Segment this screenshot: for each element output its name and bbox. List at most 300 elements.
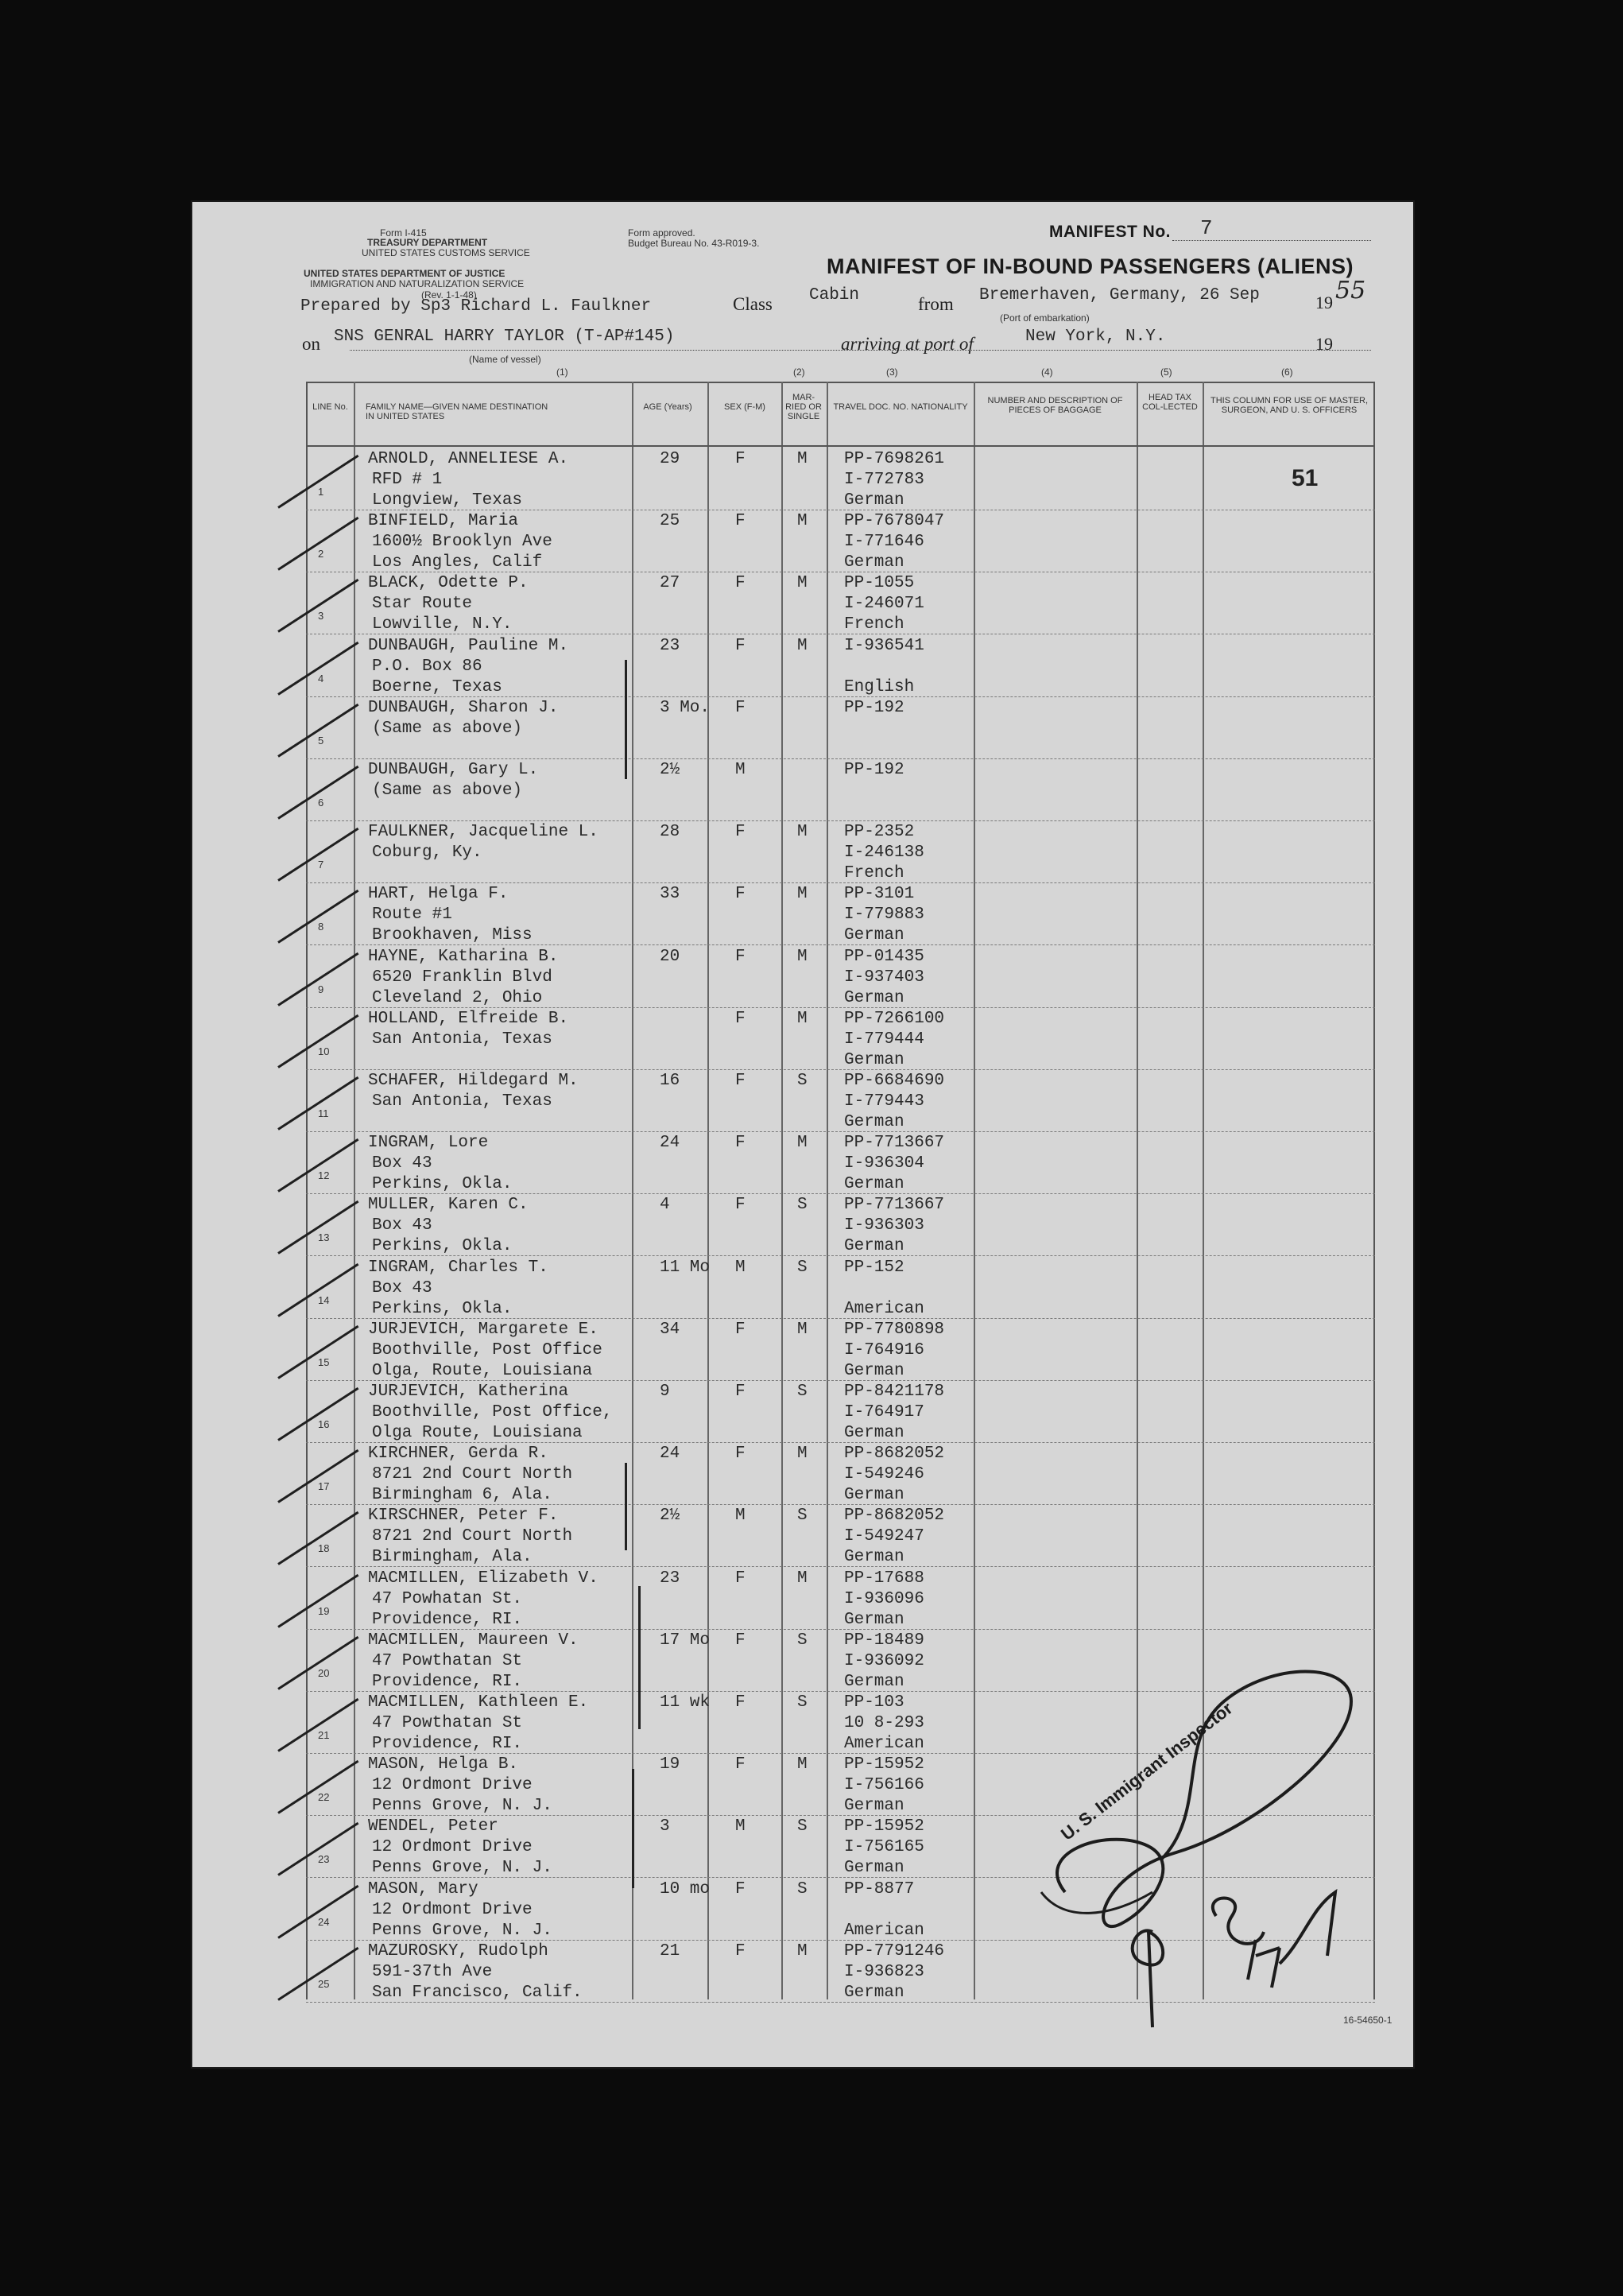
nationality-cell: German	[844, 553, 904, 572]
travel-doc: PP-6684690	[844, 1072, 945, 1090]
passenger-name: INGRAM, Charles T.	[368, 1259, 548, 1277]
line-number: 16	[318, 1418, 330, 1430]
row-divider	[306, 820, 1375, 821]
age-cell: 24	[660, 1134, 680, 1152]
line-number: 23	[318, 1853, 330, 1865]
passenger-name: DUNBAUGH, Gary L.	[368, 761, 539, 779]
line-number: 1	[318, 486, 324, 498]
row-divider	[306, 1193, 1375, 1194]
year-prefix: 19	[1315, 293, 1333, 312]
line-number: 11	[318, 1107, 329, 1119]
age-cell: 3 Mo.	[660, 699, 711, 717]
year-value: 55	[1335, 277, 1366, 304]
row-divider	[306, 1131, 1375, 1132]
table-row	[0, 1320, 1623, 1382]
col-header-officers: THIS COLUMN FOR USE OF MASTER, SURGEON, AND U. S. OFFICERS	[1210, 396, 1368, 415]
travel-doc: PP-8877	[844, 1880, 915, 1898]
table-row	[0, 1382, 1623, 1444]
row-divider	[306, 1318, 1375, 1319]
nationality-cell: German	[844, 989, 904, 1007]
passenger-name: MULLER, Karen C.	[368, 1196, 529, 1214]
sex-cell: M	[735, 1817, 746, 1836]
from-value: Bremerhaven, Germany, 26 Sep	[979, 286, 1260, 304]
manifest-number-line	[1172, 240, 1371, 241]
inspector-stamp-text: U. S. Immigrant Inspector	[1057, 1697, 1237, 1844]
sex-cell: F	[735, 948, 746, 966]
form-number: Form I-415	[380, 227, 427, 239]
marital-cell: S	[797, 1817, 808, 1836]
address-line-2: Boerne, Texas	[372, 678, 502, 696]
nationality-cell: German	[844, 1362, 904, 1380]
table-row	[0, 449, 1623, 511]
address-line-2: Penns Grove, N. J.	[372, 1797, 552, 1815]
travel-doc: PP-192	[844, 699, 904, 717]
travel-doc-2: I-246071	[844, 595, 924, 613]
address-line-1: 6520 Franklin Blvd	[372, 968, 552, 987]
age-cell: 17 Mo	[660, 1631, 711, 1650]
table-row	[0, 511, 1623, 573]
manifest-number: 7	[1200, 216, 1213, 240]
line-number: 9	[318, 983, 324, 995]
table-row	[0, 698, 1623, 760]
address-line-2: Perkins, Okla.	[372, 1175, 513, 1193]
marital-cell: M	[797, 450, 808, 468]
line-number: 21	[318, 1729, 330, 1741]
address-line-1: San Antonia, Texas	[372, 1030, 552, 1049]
nationality-cell: German	[844, 1548, 904, 1566]
passenger-name: MAZUROSKY, Rudolph	[368, 1942, 548, 1961]
passenger-name: JURJEVICH, Katherina	[368, 1383, 569, 1401]
age-cell: 25	[660, 512, 680, 530]
sex-cell: F	[735, 1569, 746, 1588]
marital-cell: M	[797, 885, 808, 903]
address-line-1: San Antonia, Texas	[372, 1092, 552, 1111]
travel-doc-2: I-549246	[844, 1465, 924, 1483]
nationality-cell: French	[844, 615, 904, 634]
table-row	[0, 947, 1623, 1009]
passenger-name: HOLLAND, Elfreide B.	[368, 1010, 569, 1028]
table-row	[0, 1071, 1623, 1133]
passenger-name: FAULKNER, Jacqueline L.	[368, 823, 598, 841]
row-divider	[306, 1255, 1375, 1256]
address-line-1: 1600½ Brooklyn Ave	[372, 533, 552, 551]
marital-cell: S	[797, 1507, 808, 1525]
address-line-2: Penns Grove, N. J.	[372, 1859, 552, 1877]
travel-doc-2: I-936096	[844, 1590, 924, 1608]
passenger-name: INGRAM, Lore	[368, 1134, 489, 1152]
sex-cell: F	[735, 450, 746, 468]
address-line-1: Boothville, Post Office	[372, 1341, 602, 1359]
form-rev: (Rev. 1-1-48)	[421, 289, 477, 301]
age-cell: 28	[660, 823, 680, 841]
nationality-cell: German	[844, 926, 904, 944]
nationality-cell: German	[844, 1797, 904, 1815]
nationality-cell: German	[844, 1984, 904, 2002]
passenger-name: BLACK, Odette P.	[368, 574, 529, 592]
passenger-name: MACMILLEN, Kathleen E.	[368, 1693, 589, 1712]
sex-cell: F	[735, 1755, 746, 1774]
address-line-1: P.O. Box 86	[372, 657, 482, 676]
marital-cell: M	[797, 1569, 808, 1588]
sex-cell: F	[735, 823, 746, 841]
address-line-1: 47 Powhatan St.	[372, 1590, 523, 1608]
travel-doc: PP-15952	[844, 1817, 924, 1836]
row-divider	[306, 696, 1375, 697]
line-number: 10	[318, 1045, 330, 1057]
address-line-2: Brookhaven, Miss	[372, 926, 533, 944]
nationality-cell: German	[844, 1859, 904, 1877]
passenger-name: JURJEVICH, Margarete E.	[368, 1321, 598, 1339]
nationality-cell: German	[844, 1611, 904, 1629]
address-line-2: Olga Route, Louisiana	[372, 1424, 583, 1442]
column-number: (3)	[886, 367, 898, 378]
port-embarkation-note: (Port of embarkation)	[1000, 312, 1090, 324]
nationality-cell: American	[844, 1300, 924, 1318]
table-row	[0, 760, 1623, 822]
sex-cell: F	[735, 885, 746, 903]
arrival-port: New York, N.Y.	[1025, 328, 1166, 346]
marital-cell: S	[797, 1196, 808, 1214]
nationality-cell: German	[844, 1175, 904, 1193]
nationality-cell: German	[844, 1424, 904, 1442]
nationality-cell: German	[844, 1237, 904, 1255]
line-number: 13	[318, 1231, 330, 1243]
marital-cell: M	[797, 823, 808, 841]
sex-cell: F	[735, 1321, 746, 1339]
marital-cell: M	[797, 512, 808, 530]
travel-doc: PP-01435	[844, 948, 924, 966]
travel-doc-2: I-937403	[844, 968, 924, 987]
nationality-cell: German	[844, 1486, 904, 1504]
sex-cell: F	[735, 1693, 746, 1712]
row-divider	[306, 1629, 1375, 1630]
marital-cell: M	[797, 1010, 808, 1028]
marital-cell: M	[797, 1755, 808, 1774]
row-divider	[306, 1069, 1375, 1070]
address-line-1: 12 Ordmont Drive	[372, 1776, 533, 1794]
travel-doc-2: I-779444	[844, 1030, 924, 1049]
age-cell: 4	[660, 1196, 670, 1214]
sex-cell: F	[735, 1942, 746, 1961]
table-row	[0, 636, 1623, 698]
marital-cell: S	[797, 1072, 808, 1090]
sex-cell: F	[735, 1010, 746, 1028]
age-cell: 33	[660, 885, 680, 903]
travel-doc-2: I-936092	[844, 1652, 924, 1670]
sex-cell: F	[735, 1134, 746, 1152]
address-line-1: Box 43	[372, 1279, 432, 1297]
line-number: 2	[318, 548, 324, 560]
age-cell: 23	[660, 1569, 680, 1588]
address-line-2: Lowville, N.Y.	[372, 615, 513, 634]
line-number: 24	[318, 1916, 330, 1928]
table-row	[0, 573, 1623, 635]
sex-cell: F	[735, 1445, 746, 1463]
age-cell: 16	[660, 1072, 680, 1090]
column-number: (1)	[556, 367, 568, 378]
address-line-2: San Francisco, Calif.	[372, 1984, 583, 2002]
address-line-1: 47 Powthatan St	[372, 1652, 523, 1670]
vessel-name: SNS GENRAL HARRY TAYLOR (T-AP#145)	[334, 328, 675, 346]
address-line-2: Longview, Texas	[372, 491, 523, 510]
address-line-1: Box 43	[372, 1216, 432, 1235]
nationality-cell: French	[844, 864, 904, 882]
justice-dept: UNITED STATES DEPARTMENT OF JUSTICE	[304, 268, 505, 279]
age-cell: 2½	[660, 761, 680, 779]
row-divider	[306, 882, 1375, 883]
travel-doc: PP-8421178	[844, 1383, 945, 1401]
travel-doc: PP-7266100	[844, 1010, 945, 1028]
address-line-1: Box 43	[372, 1154, 432, 1173]
line-number: 25	[318, 1978, 330, 1990]
address-line-1: 8721 2nd Court North	[372, 1527, 573, 1546]
document-title: MANIFEST OF IN-BOUND PASSENGERS (ALIENS)	[827, 254, 1354, 278]
col-header-age: AGE (Years)	[643, 402, 692, 412]
table-row	[0, 822, 1623, 884]
family-bracket	[625, 1463, 627, 1550]
marital-cell: M	[797, 948, 808, 966]
column-number: (5)	[1160, 367, 1172, 378]
address-line-1: Route #1	[372, 906, 452, 924]
line-number: 22	[318, 1791, 330, 1803]
sex-cell: F	[735, 637, 746, 655]
age-cell: 27	[660, 574, 680, 592]
line-number: 18	[318, 1542, 330, 1554]
address-line-1: (Same as above)	[372, 781, 523, 800]
table-row	[0, 884, 1623, 946]
row-divider	[306, 944, 1375, 945]
travel-doc-2: I-936304	[844, 1154, 924, 1173]
family-bracket	[638, 1586, 641, 1729]
address-line-1: 12 Ordmont Drive	[372, 1838, 533, 1856]
header-bottom-rule	[306, 445, 1375, 447]
age-cell: 20	[660, 948, 680, 966]
prepared-by: Prepared by Sp3 Richard L. Faulkner	[300, 297, 652, 316]
travel-doc-2: I-756165	[844, 1838, 924, 1856]
travel-doc: PP-7713667	[844, 1196, 945, 1214]
address-line-1: (Same as above)	[372, 719, 523, 738]
header-rule	[350, 350, 1371, 351]
line-number: 12	[318, 1169, 330, 1181]
passenger-name: DUNBAUGH, Pauline M.	[368, 637, 569, 655]
travel-doc-2: I-779883	[844, 906, 924, 924]
travel-doc-2: 10 8-293	[844, 1714, 924, 1732]
age-cell: 3	[660, 1817, 670, 1836]
row-divider	[306, 1442, 1375, 1443]
travel-doc: PP-2352	[844, 823, 915, 841]
address-line-2: Providence, RI.	[372, 1611, 523, 1629]
from-label: from	[918, 294, 954, 314]
address-line-1: Star Route	[372, 595, 473, 613]
year2: 19	[1315, 334, 1333, 354]
age-cell: 23	[660, 637, 680, 655]
passenger-name: MASON, Helga B.	[368, 1755, 519, 1774]
sex-cell: F	[735, 699, 746, 717]
address-line-2: Olga, Route, Louisiana	[372, 1362, 593, 1380]
marital-cell: S	[797, 1880, 808, 1898]
column-number: (2)	[793, 367, 805, 378]
travel-doc: PP-3101	[844, 885, 915, 903]
table-row	[0, 1569, 1623, 1631]
travel-doc: PP-192	[844, 761, 904, 779]
address-line-2: Penns Grove, N. J.	[372, 1922, 552, 1940]
address-line-1: Coburg, Ky.	[372, 844, 482, 862]
line-number: 5	[318, 735, 324, 747]
passenger-name: BINFIELD, Maria	[368, 512, 519, 530]
marital-cell: M	[797, 1445, 808, 1463]
col-header-married: MAR-RIED OR SINGLE	[785, 393, 822, 421]
marital-cell: S	[797, 1693, 808, 1712]
address-line-1: 12 Ordmont Drive	[372, 1901, 533, 1919]
travel-doc: PP-7698261	[844, 450, 945, 468]
travel-doc: PP-8682052	[844, 1507, 945, 1525]
col-header-baggage: NUMBER AND DESCRIPTION OF PIECES OF BAGGAGE	[987, 396, 1123, 415]
travel-doc-2: I-771646	[844, 533, 924, 551]
marital-cell: M	[797, 1321, 808, 1339]
column-number: (6)	[1281, 367, 1293, 378]
address-line-2: Birmingham, Ala.	[372, 1548, 533, 1566]
passenger-name: KIRCHNER, Gerda R.	[368, 1445, 548, 1463]
line-number: 19	[318, 1605, 330, 1617]
address-line-1: RFD # 1	[372, 471, 443, 489]
travel-doc: PP-103	[844, 1693, 904, 1712]
marital-cell: M	[797, 1942, 808, 1961]
table-row	[0, 1258, 1623, 1320]
travel-doc: PP-17688	[844, 1569, 924, 1588]
address-line-2: Perkins, Okla.	[372, 1237, 513, 1255]
sex-cell: F	[735, 1196, 746, 1214]
nationality-cell: American	[844, 1735, 924, 1753]
travel-doc: PP-18489	[844, 1631, 924, 1650]
nationality-cell: German	[844, 1113, 904, 1131]
line-number: 8	[318, 921, 324, 933]
passenger-name: MACMILLEN, Elizabeth V.	[368, 1569, 598, 1588]
passenger-name: WENDEL, Peter	[368, 1817, 498, 1836]
age-cell: 9	[660, 1383, 670, 1401]
table-row	[0, 1133, 1623, 1195]
travel-doc-2: I-549247	[844, 1527, 924, 1546]
travel-doc: PP-1055	[844, 574, 915, 592]
sex-cell: F	[735, 512, 746, 530]
passenger-name: SCHAFER, Hildegard M.	[368, 1072, 579, 1090]
marital-cell: M	[797, 574, 808, 592]
travel-doc: PP-15952	[844, 1755, 924, 1774]
budget-bureau: Budget Bureau No. 43-R019-3.	[628, 238, 760, 249]
age-cell: 10 mo	[660, 1880, 711, 1898]
sex-cell: F	[735, 1880, 746, 1898]
table-row	[0, 1444, 1623, 1506]
address-line-2: Providence, RI.	[372, 1735, 523, 1753]
marital-cell: S	[797, 1259, 808, 1277]
address-line-1: 8721 2nd Court North	[372, 1465, 573, 1483]
line-number: 17	[318, 1480, 330, 1492]
sex-cell: M	[735, 1259, 746, 1277]
travel-doc: PP-7678047	[844, 512, 945, 530]
nationality-cell: English	[844, 678, 915, 696]
age-cell: 2½	[660, 1507, 680, 1525]
address-line-2: Providence, RI.	[372, 1673, 523, 1691]
table-row	[0, 1195, 1623, 1257]
row-divider	[306, 1380, 1375, 1381]
travel-doc-2: I-779443	[844, 1092, 924, 1111]
arriving-label: arriving at port of	[841, 334, 974, 354]
nationality-cell: German	[844, 491, 904, 510]
address-line-1: 591-37th Ave	[372, 1963, 493, 1981]
nationality-cell: American	[844, 1922, 924, 1940]
age-cell: 29	[660, 450, 680, 468]
age-cell: 19	[660, 1755, 680, 1774]
column-number: (4)	[1041, 367, 1053, 378]
nationality-cell: German	[844, 1051, 904, 1069]
manifest-label: MANIFEST No.	[1049, 223, 1171, 241]
col-header-sex: SEX (F-M)	[724, 402, 765, 412]
address-line-2: Perkins, Okla.	[372, 1300, 513, 1318]
sex-cell: M	[735, 761, 746, 779]
age-cell: 34	[660, 1321, 680, 1339]
passenger-name: KIRSCHNER, Peter F.	[368, 1507, 559, 1525]
travel-doc-2: I-764916	[844, 1341, 924, 1359]
travel-doc-2: I-936303	[844, 1216, 924, 1235]
line-number: 6	[318, 797, 324, 809]
address-line-2: Birmingham 6, Ala.	[372, 1486, 552, 1504]
row-divider	[306, 1504, 1375, 1505]
class-label: Class	[733, 294, 773, 314]
officer-note: 51	[1292, 465, 1319, 491]
sex-cell: F	[735, 1383, 746, 1401]
sex-cell: M	[735, 1507, 746, 1525]
on-label: on	[302, 334, 320, 354]
line-number: 20	[318, 1667, 330, 1679]
address-line-1: Boothville, Post Office,	[372, 1403, 613, 1421]
row-divider	[306, 1007, 1375, 1008]
customs-service: UNITED STATES CUSTOMS SERVICE	[362, 247, 530, 258]
treasury-dept: TREASURY DEPARTMENT	[367, 237, 488, 248]
address-line-1: 47 Powthatan St	[372, 1714, 523, 1732]
marital-cell: M	[797, 1134, 808, 1152]
inspector-signature	[1017, 1654, 1383, 2051]
vessel-note: (Name of vessel)	[469, 354, 541, 365]
col-header-head-tax: HEAD TAX COL-LECTED	[1142, 393, 1198, 412]
travel-doc: PP-7713667	[844, 1134, 945, 1152]
line-number: 14	[318, 1294, 330, 1306]
travel-doc-2: I-764917	[844, 1403, 924, 1421]
address-line-2: Cleveland 2, Ohio	[372, 989, 543, 1007]
sex-cell: F	[735, 574, 746, 592]
passenger-name: MASON, Mary	[368, 1880, 478, 1898]
passenger-name: HAYNE, Katharina B.	[368, 948, 559, 966]
age-cell: 21	[660, 1942, 680, 1961]
table-row	[0, 1506, 1623, 1568]
address-line-2: Los Angles, Calif	[372, 553, 543, 572]
travel-doc-2: I-772783	[844, 471, 924, 489]
age-cell: 11 wk	[660, 1693, 711, 1712]
ins-name: IMMIGRATION AND NATURALIZATION SERVICE	[310, 278, 525, 289]
form-approved: Form approved.	[628, 227, 695, 239]
row-divider	[306, 1566, 1375, 1567]
marital-cell: S	[797, 1383, 808, 1401]
class-value: Cabin	[809, 286, 860, 304]
passenger-name: HART, Helga F.	[368, 885, 509, 903]
table-row	[0, 1009, 1623, 1071]
travel-doc-2: I-756166	[844, 1776, 924, 1794]
travel-doc: PP-152	[844, 1259, 904, 1277]
age-cell: 11 Mo	[660, 1259, 711, 1277]
sex-cell: F	[735, 1072, 746, 1090]
row-divider	[306, 758, 1375, 759]
travel-doc: PP-7791246	[844, 1942, 945, 1961]
col-header-name: FAMILY NAME—GIVEN NAME DESTINATION IN UNITED STATES	[366, 402, 548, 421]
nationality-cell: German	[844, 1673, 904, 1691]
